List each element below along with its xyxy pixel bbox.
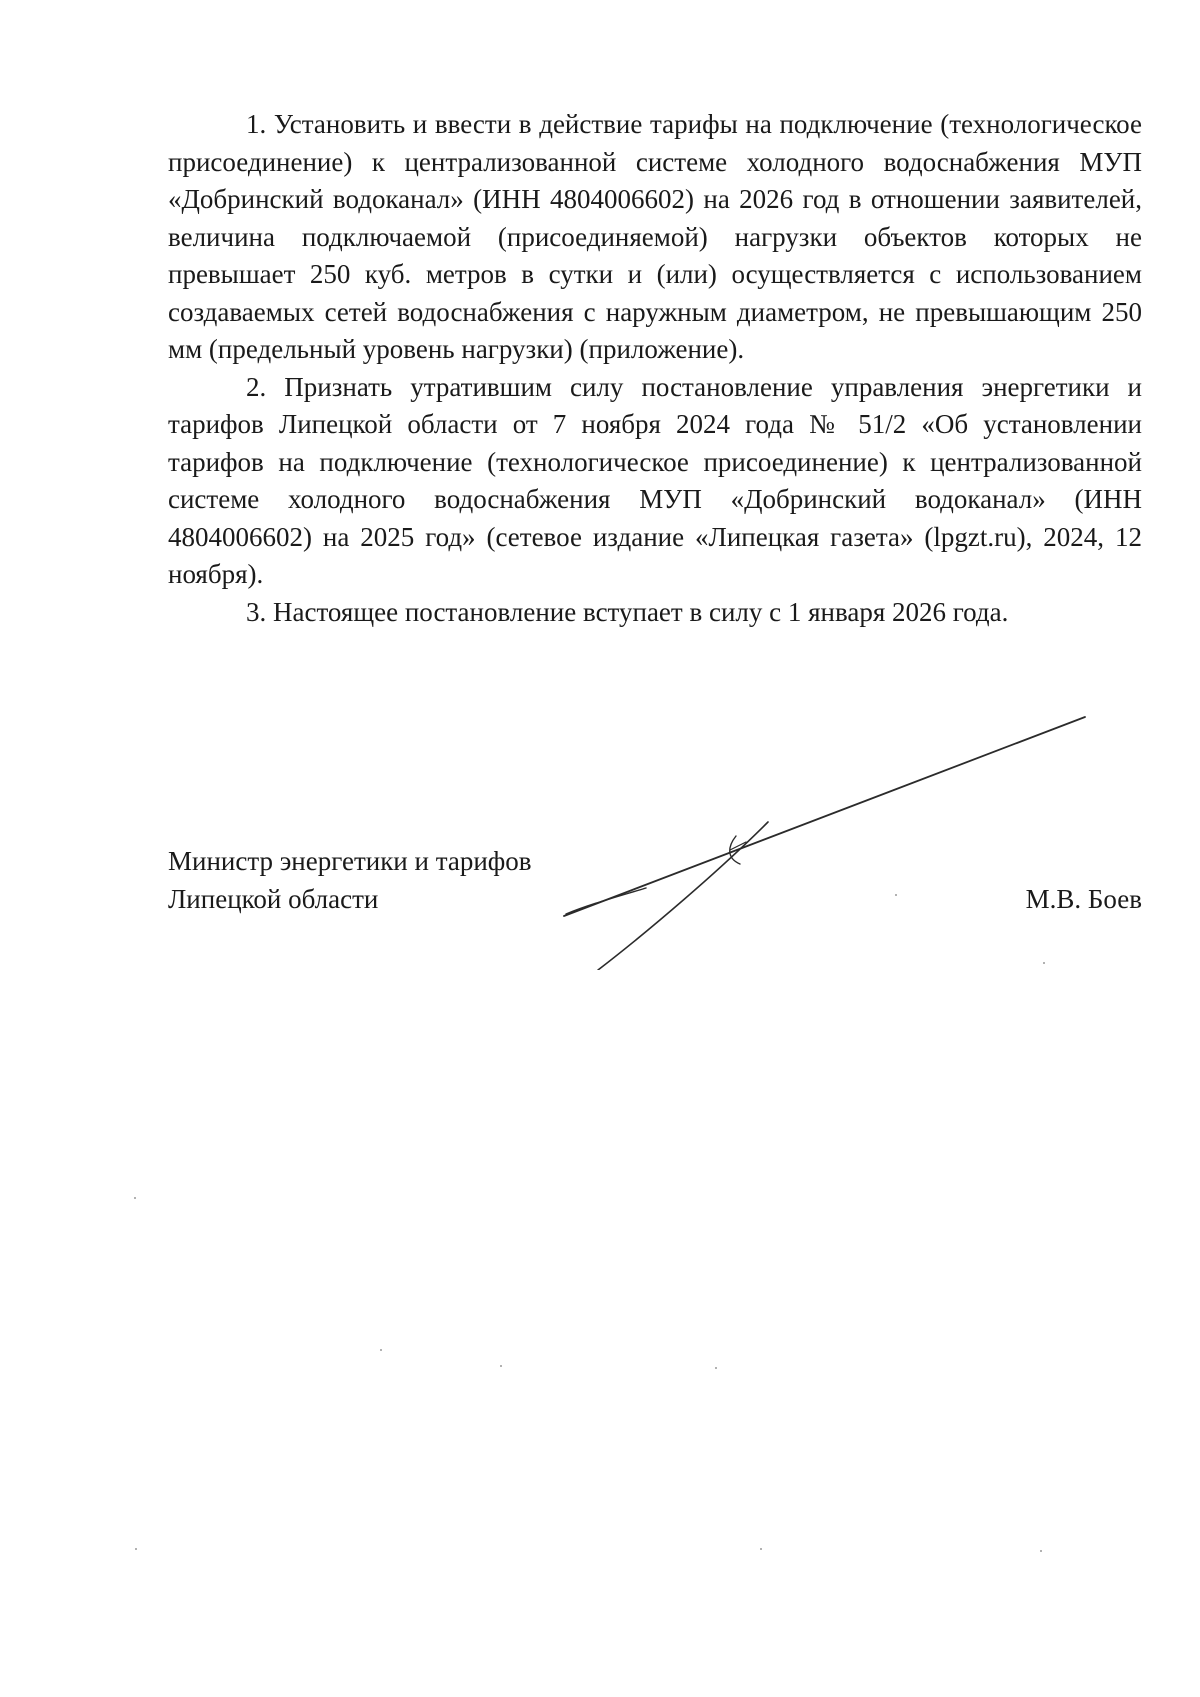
signatory-title-line-2: Липецкой области — [168, 883, 379, 914]
handwritten-signature — [550, 700, 1090, 970]
paragraph-2: 2. Признать утратившим силу постановление управления энергетики и тарифов Липецкой области от 7 ноября 2024 года № 51/2 «Об установлении тарифов на подключение (технологическое присоединение) к централизованной системе холодного водоснабжения МУП «Добринский водоканал» (ИНН 4804006602) на 2025 год» (сетевое издание «Липецкая газета» (lpgzt.ru), 2024, 12 ноября). — [168, 371, 1142, 589]
scan-speck — [500, 1365, 502, 1367]
scan-speck — [760, 1548, 762, 1550]
scan-speck — [134, 1197, 136, 1199]
scan-speck — [135, 1548, 137, 1550]
scan-speck — [380, 1349, 382, 1351]
signature-block — [168, 843, 1142, 918]
scan-speck — [1040, 1550, 1042, 1552]
scan-speck — [895, 894, 897, 896]
signatory-name: М.В. Боев — [1025, 883, 1142, 914]
paragraph-1: 1. Установить и ввести в действие тарифы на подключение (технологическое присоединение) к централизованной системе холодного водоснабжения МУП «Добринский водоканал» (ИНН 4804006602) на 2026 год в отношении заявителей, величина подключаемой (присоединяемой) нагрузки объектов которых не превышает 250 куб. метров в сутки и (или) осуществляется с использованием создаваемых сетей водоснабжения с наружным диаметром, не превышающим 250 мм (предельный уровень нагрузки) (приложение). — [168, 109, 1142, 364]
signatory-title-line-1: Министр энергетики и тарифов — [168, 846, 532, 876]
paragraph-3: 3. Настоящее постановление вступает в силу с 1 января 2026 года. — [246, 596, 1009, 627]
scan-speck — [1043, 962, 1045, 964]
scan-speck — [715, 1367, 717, 1369]
document-body — [168, 106, 1142, 631]
